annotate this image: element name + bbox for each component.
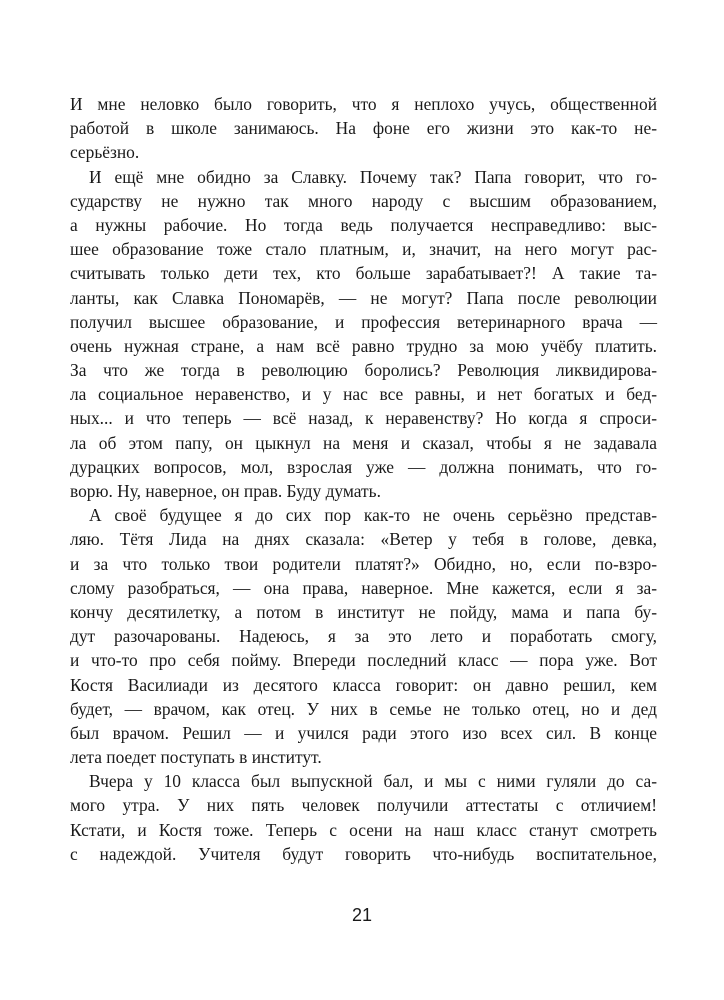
text-line: лета поедет поступать в институт.: [70, 747, 322, 768]
page-body-text: [70, 92, 657, 866]
text-line: очень нужная стране, а нам всё равно трудно за мою учёбу платить.: [70, 335, 657, 356]
text-line: дурацких вопросов, мол, взрослая уже — должна понимать, что го-: [70, 456, 657, 477]
text-line: мого утра. У них пять человек получили аттестаты с отличием!: [70, 795, 657, 816]
paragraph: [70, 165, 657, 504]
text-line: ла социальное неравенство, и у нас все равны, и нет богатых и бед-: [70, 384, 657, 405]
text-line: ла об этом папу, он цыкнул на меня и сказал, чтобы я не задавала: [70, 432, 657, 453]
text-line: получил высшее образование, и профессия ветеринарного врача —: [70, 311, 657, 332]
text-line: серьёзно.: [70, 142, 140, 163]
text-line: ворю. Ну, наверное, он прав. Буду думать.: [70, 481, 381, 501]
text-line: шее образование тоже стало платным, и, значит, на него могут рас-: [70, 239, 657, 260]
text-line: и что-то про себя пойму. Впереди последний класс — пора уже. Вот: [70, 650, 657, 671]
text-line: дут разочарованы. Надеюсь, я за это лето и поработать смогу,: [70, 626, 657, 647]
text-line: был врачом. Решил — и учился ради этого изо всех сил. В конце: [70, 722, 657, 743]
text-line: ляю. Тётя Лида на днях сказала: «Ветер у тебя в голове, девка,: [70, 529, 657, 550]
text-line: И мне неловко было говорить, что я неплохо учусь, общественной: [70, 94, 657, 114]
page-number: 21: [351, 905, 373, 925]
text-line: кончу десятилетку, а потом в институт не пойду, мама и папа бу-: [70, 601, 657, 622]
text-line: считывать только дети тех, кто больше зарабатывает?! А такие та-: [70, 263, 657, 284]
text-line: слому разобраться, — она права, наверное. Мне кажется, если я за-: [70, 577, 657, 598]
text-line: Костя Василиади из десятого класса говорит: он давно решил, кем: [70, 674, 657, 695]
text-line: Вчера у 10 класса был выпускной бал, и мы с ними гуляли до са-: [89, 771, 657, 792]
text-line: А своё будущее я до сих пор как-то не очень серьёзно представ-: [89, 505, 657, 526]
text-line: и за что только твои родители платят?» Обидно, но, если по-взро-: [70, 553, 657, 574]
text-line: а нужны рабочие. Но тогда ведь получается несправедливо: выс-: [70, 214, 657, 235]
text-line: ных... и что теперь — всё назад, к неравенству? Но когда я спроси-: [70, 408, 657, 429]
paragraph: [70, 503, 657, 769]
text-line: И ещё мне обидно за Славку. Почему так? Папа говорит, что го-: [89, 166, 657, 187]
text-line: будет, — врачом, как отец. У них в семье не только отец, но и дед: [70, 698, 657, 719]
text-line: Кстати, и Костя тоже. Теперь с осени на наш класс станут смотреть: [70, 819, 657, 840]
paragraph: [70, 92, 657, 165]
text-line: с надеждой. Учителя будут говорить что-нибудь воспитательное,: [70, 843, 657, 864]
text-line: сударству не нужно так много народу с высшим образованием,: [70, 190, 657, 211]
paragraph: [70, 769, 657, 866]
text-line: За что же тогда в революцию боролись? Революция ликвидирова-: [70, 360, 657, 381]
text-line: работой в школе занимаюсь. На фоне его жизни это как-то не-: [70, 118, 657, 139]
text-line: ланты, как Славка Пономарёв, — не могут? Папа после революции: [70, 287, 657, 308]
